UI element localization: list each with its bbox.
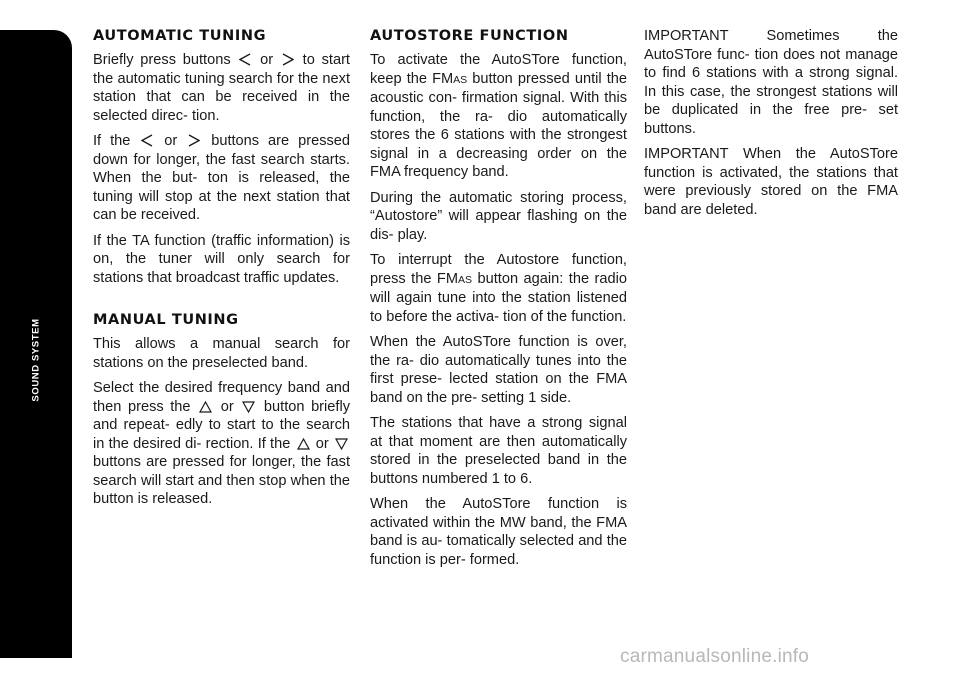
paragraph: IMPORTANT When the AutoSTore function is activated, the stations that were previously stored on the FMA band are deleted. bbox=[644, 146, 898, 218]
text-span: or bbox=[164, 133, 178, 149]
down-triangle-outline-icon bbox=[335, 438, 348, 450]
paragraph: The stations that have a strong signal at that moment are then automatically stored in the preselected band in the buttons numbered 1 to 6. bbox=[370, 415, 627, 487]
column-middle bbox=[370, 27, 627, 576]
text-span: to start the automatic tuning search for the next station that can be received in the selected direc- tion. bbox=[93, 52, 350, 124]
text-span: or bbox=[315, 435, 329, 452]
paragraph bbox=[93, 51, 350, 125]
paragraph bbox=[370, 251, 627, 326]
up-triangle-outline-icon bbox=[297, 438, 310, 450]
paragraph: During the automatic storing process, “Autostore” will appear flashing on the dis- play. bbox=[370, 189, 627, 243]
left-triangle-outline-icon bbox=[239, 53, 251, 66]
text-span: buttons are pressed down for longer, the fast search starts. When the but- ton is released, the tuning will stop at the next station that can be received. bbox=[93, 133, 351, 223]
text-span: button again: the radio will again tune into the station listened to before the activa- tion of the function. bbox=[370, 270, 627, 325]
text-span: or bbox=[260, 52, 274, 68]
paragraph bbox=[93, 132, 350, 225]
paragraph bbox=[370, 51, 627, 182]
paragraph: If the TA function (traffic information) is on, the tuner will only search for stations that broadcast traffic updates. bbox=[93, 232, 350, 286]
paragraph: IMPORTANT Sometimes the AutoSTore func- tion does not manage to find 6 stations with a strong signal. In this case, the strongest stations will be duplicated in the free pre- set buttons. bbox=[644, 28, 898, 137]
column-right bbox=[644, 27, 898, 226]
text-span: button briefly and repeat- edly to start to the search in the desired di- rection. If the bbox=[93, 398, 350, 452]
paragraph: When the AutoSTore function is over, the ra- dio automatically tunes into the first prese- lected station on the FMA band on the pre- setting 1 side. bbox=[370, 334, 627, 406]
right-triangle-outline-icon bbox=[282, 53, 294, 66]
sidebar-tab bbox=[0, 30, 72, 683]
left-triangle-outline-icon bbox=[141, 134, 153, 147]
section-label: SOUND SYSTEM bbox=[30, 318, 42, 402]
text-span: To activate the AutoSTore function, keep the FM bbox=[370, 52, 627, 87]
text-span: If the bbox=[93, 133, 131, 149]
column-left bbox=[93, 27, 350, 516]
paragraph: When the AutoSTore function is activated within the MW band, the FMA band is au- tomatically selected and the function is per- formed. bbox=[370, 496, 627, 568]
small-caps-span: AS bbox=[453, 73, 468, 86]
autostore-function-heading: AUTOSTORE FUNCTION bbox=[370, 28, 569, 44]
watermark-text: carmanualsonline.info bbox=[620, 646, 810, 667]
paragraph bbox=[93, 379, 350, 509]
automatic-tuning-heading: AUTOMATIC TUNING bbox=[93, 28, 267, 44]
paragraph: This allows a manual search for stations on the preselected band. bbox=[93, 336, 350, 371]
up-triangle-outline-icon bbox=[199, 401, 212, 413]
text-span: or bbox=[220, 398, 234, 415]
down-triangle-outline-icon bbox=[242, 401, 255, 413]
text-span: buttons are pressed for longer, the fast search will start and then stop when the button is released. bbox=[93, 454, 350, 507]
text-span: button pressed until the acoustic con- firmation signal. With this function, the ra- dio automatically stores the 6 stations with the strongest signal in a decreasing order on the FMA frequency band. bbox=[370, 70, 627, 180]
text-span: Briefly press buttons bbox=[93, 52, 231, 68]
page-number: 270 bbox=[20, 662, 52, 683]
right-triangle-outline-icon bbox=[188, 134, 200, 147]
manual-tuning-heading: MANUAL TUNING bbox=[93, 312, 239, 328]
text-span: To interrupt the Autostore function, press the FM bbox=[370, 252, 627, 287]
small-caps-span: AS bbox=[458, 273, 473, 286]
text-span: Select the desired frequency band and then press the bbox=[93, 380, 350, 415]
